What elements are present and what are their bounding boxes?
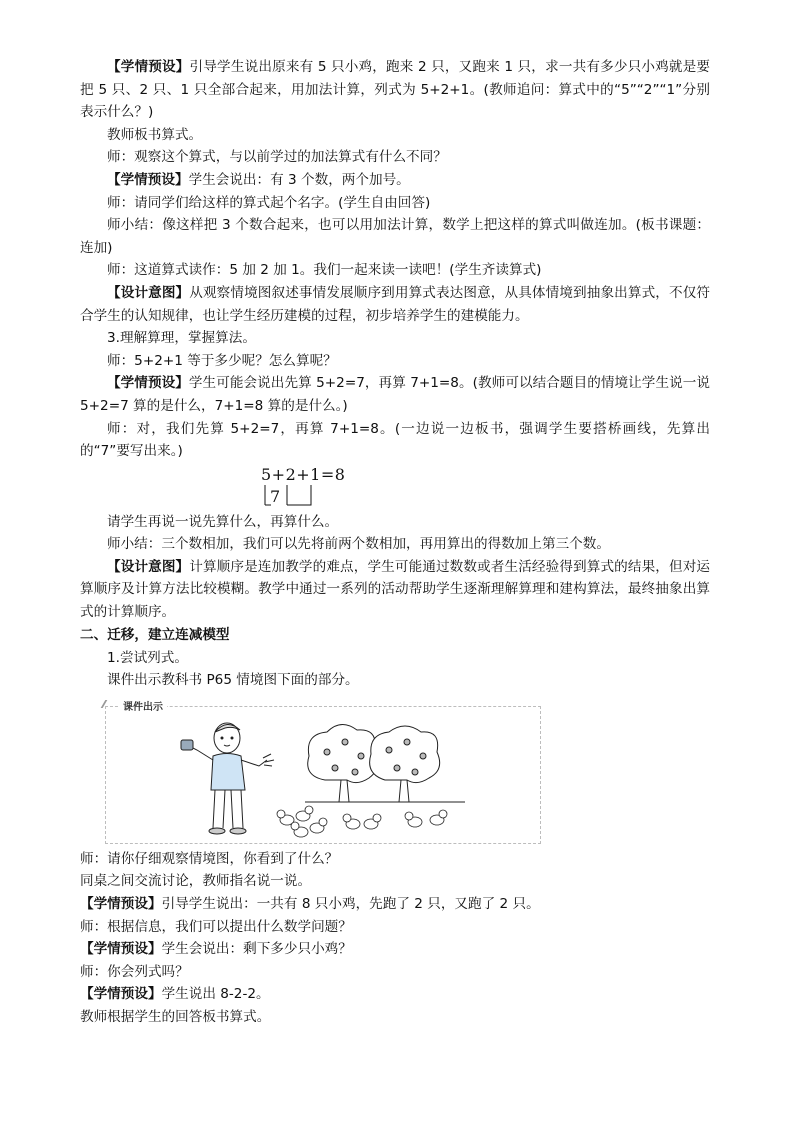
- paragraph: 【学情预设】引导学生说出原来有 5 只小鸡，跑来 2 只，又跑来 1 只，求一共有多少只小鸡就是要把 5 只、2 只、1 只全部合起来，用加法计算，列式为 5+2+1。(教师追问：算式中的“5”“2”“1”分别表示什么？): [80, 59, 710, 121]
- boy-figure: [181, 723, 274, 834]
- intermediate-result: 7: [270, 486, 281, 506]
- tag-xueqing: 【学情预设】: [107, 59, 190, 75]
- paragraph: 1.尝试列式。: [107, 649, 188, 666]
- frame-label: 课件出示: [119, 698, 167, 713]
- paragraph: 师小结：像这样把 3 个数合起来，也可以用加法计算，数学上把这样的算式叫做连加。(板书课题：连加): [80, 217, 710, 256]
- paragraph: 师：你会列式吗？: [80, 963, 189, 980]
- paragraph: 师：这道算式读作：5 加 2 加 1。我们一起来读一读吧！(学生齐读算式): [107, 262, 542, 279]
- tag-xueqing: 【学情预设】: [80, 986, 162, 1003]
- paragraph: 师：请同学们给这样的算式起个名字。(学生自由回答): [107, 194, 431, 211]
- paragraph: 师：根据信息，我们可以提出什么数学问题？: [80, 918, 352, 935]
- paragraph: 【设计意图】从观察情境图叙述事情发展顺序到用算式表达图意，从具体情境到抽象出算式，不仅符合学生的认知规律，也让学生经历建模的过程，初步培养学生的建模能力。: [80, 284, 711, 324]
- paragraph: 师：请你仔细观察情境图，你看到了什么？: [80, 850, 339, 867]
- tag-xueqing: 【学情预设】: [80, 941, 162, 958]
- tag-sheji: 【设计意图】: [107, 558, 190, 575]
- tag-xueqing: 【学情预设】: [80, 896, 162, 913]
- paragraph: 师：观察这个算式，与以前学过的加法算式有什么不同？: [107, 149, 447, 166]
- document-body: [80, 56, 710, 1029]
- paragraph: 师小结：三个数相加，我们可以先将前两个数相加，再用算出的得数加上第三个数。: [107, 536, 610, 553]
- calculation-diagram: [80, 465, 710, 509]
- chick-scene-illustration: [175, 716, 475, 840]
- section-heading: 二、迁移，建立连减模型: [80, 626, 230, 643]
- paragraph: 教师板书算式。: [107, 126, 203, 143]
- tree-icon: [308, 724, 379, 802]
- tag-sheji: 【设计意图】: [107, 284, 190, 301]
- paragraph: 3.理解算理，掌握算法。: [107, 330, 256, 347]
- paragraph: 请学生再说一说先算什么，再算什么。: [107, 513, 339, 530]
- paragraph: 【学情预设】学生会说出：剩下多少只小鸡？: [80, 941, 352, 958]
- paragraph: 【设计意图】计算顺序是连加教学的难点，学生可能通过数数或者生活经验得到算式的结果，但对运算顺序及计算方法比较模糊。教学中通过一系列的活动帮助学生逐渐理解算理和建构算法，最终抽象出算式的计算顺序。: [80, 558, 711, 621]
- paragraph: 师：对，我们先算 5+2=7，再算 7+1=8。(一边说一边板书，强调学生要搭桥画线，先算出的“7”要写出来。): [80, 420, 710, 460]
- paragraph: 【学情预设】学生可能会说出先算 5+2=7，再算 7+1=8。(教师可以结合题目的情境让学生说一说 5+2=7 算的是什么，7+1=8 算的是什么。): [80, 375, 711, 414]
- paragraph: 同桌之间交流讨论，教师指名说一说。: [80, 873, 312, 890]
- paragraph: 教师根据学生的回答板书算式。: [80, 1009, 271, 1025]
- chick-icon: [277, 806, 447, 837]
- calculation-expression: 5+2+1=8: [261, 464, 346, 484]
- paragraph: 师：5+2+1 等于多少呢？怎么算呢？: [107, 352, 337, 369]
- paragraph: 课件出示教科书 P65 情境图下面的部分。: [107, 672, 359, 689]
- tag-xueqing: 【学情预设】: [107, 375, 189, 392]
- courseware-frame: [105, 698, 541, 844]
- paragraph: 【学情预设】学生说出 8-2-2。: [80, 986, 270, 1003]
- tree-icon: [370, 726, 440, 802]
- tag-xueqing: 【学情预设】: [107, 171, 189, 188]
- paragraph: 【学情预设】学生会说出：有 3 个数，两个加号。: [107, 171, 410, 188]
- paragraph: 【学情预设】引导学生说出：一共有 8 只小鸡，先跑了 2 只，又跑了 2 只。: [80, 896, 540, 913]
